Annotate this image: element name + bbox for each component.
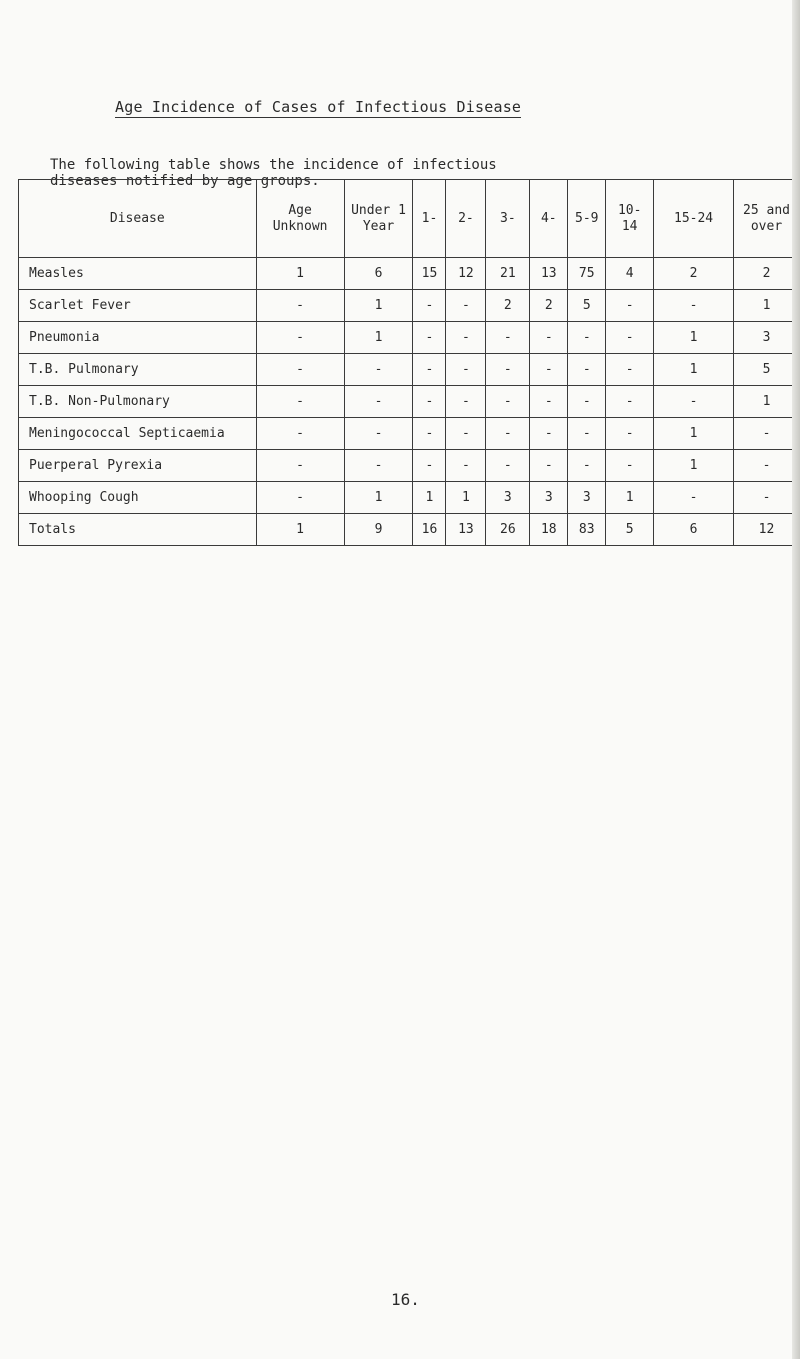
table-body <box>19 258 800 546</box>
count-cell: 4 <box>606 258 654 290</box>
count-cell: - <box>530 418 568 450</box>
count-cell: 3 <box>530 482 568 514</box>
page-number: 16. <box>391 1290 420 1309</box>
count-cell: 1 <box>734 290 800 322</box>
count-cell: - <box>446 322 486 354</box>
incidence-table-container <box>18 179 800 546</box>
count-cell: - <box>486 386 530 418</box>
header-age-group: 25 and over <box>734 180 800 258</box>
count-cell: 1 <box>344 290 413 322</box>
count-cell: - <box>530 386 568 418</box>
page-title: Age Incidence of Cases of Infectious Disease <box>115 98 522 116</box>
disease-name-cell: Whooping Cough <box>19 482 257 514</box>
count-cell: - <box>413 322 446 354</box>
count-cell: - <box>256 482 344 514</box>
count-cell: 1 <box>413 482 446 514</box>
header-disease: Disease <box>19 180 257 258</box>
count-cell: 3 <box>486 482 530 514</box>
count-cell: - <box>654 290 734 322</box>
table-row <box>19 482 800 514</box>
count-cell: - <box>486 322 530 354</box>
disease-name-cell: Scarlet Fever <box>19 290 257 322</box>
count-cell: 1 <box>446 482 486 514</box>
disease-name-cell: Measles <box>19 258 257 290</box>
count-cell: 2 <box>486 290 530 322</box>
count-cell: 1 <box>654 450 734 482</box>
count-cell: 15 <box>413 258 446 290</box>
count-cell: 5 <box>734 354 800 386</box>
count-cell: 12 <box>734 514 800 546</box>
count-cell: 1 <box>344 482 413 514</box>
count-cell: 1 <box>734 386 800 418</box>
disease-name-cell: Pneumonia <box>19 322 257 354</box>
count-cell: - <box>256 322 344 354</box>
count-cell: - <box>606 354 654 386</box>
table-row <box>19 354 800 386</box>
count-cell: - <box>486 450 530 482</box>
count-cell: - <box>734 418 800 450</box>
table-row <box>19 322 800 354</box>
count-cell: 2 <box>654 258 734 290</box>
count-cell: 2 <box>734 258 800 290</box>
count-cell: 83 <box>568 514 606 546</box>
count-cell: 6 <box>344 258 413 290</box>
count-cell: - <box>256 290 344 322</box>
table-header-row <box>19 180 800 258</box>
count-cell: 2 <box>530 290 568 322</box>
disease-name-cell: Puerperal Pyrexia <box>19 450 257 482</box>
count-cell: 5 <box>606 514 654 546</box>
count-cell: - <box>413 354 446 386</box>
count-cell: - <box>530 450 568 482</box>
count-cell: - <box>734 482 800 514</box>
page-edge-shadow <box>792 0 800 1359</box>
count-cell: - <box>568 354 606 386</box>
header-age-group: Age Unknown <box>256 180 344 258</box>
count-cell: - <box>446 386 486 418</box>
count-cell: 9 <box>344 514 413 546</box>
count-cell: 5 <box>568 290 606 322</box>
count-cell: - <box>654 482 734 514</box>
count-cell: 1 <box>654 322 734 354</box>
count-cell: - <box>256 354 344 386</box>
count-cell: 3 <box>734 322 800 354</box>
count-cell: - <box>606 418 654 450</box>
table-row <box>19 514 800 546</box>
count-cell: - <box>344 354 413 386</box>
count-cell: - <box>413 450 446 482</box>
count-cell: - <box>568 386 606 418</box>
disease-name-cell: Meningococcal Septicaemia <box>19 418 257 450</box>
table-row <box>19 258 800 290</box>
table-row <box>19 418 800 450</box>
count-cell: 1 <box>654 354 734 386</box>
count-cell: 26 <box>486 514 530 546</box>
intro-line-2: diseases notified by age groups. <box>50 173 320 189</box>
table-row <box>19 386 800 418</box>
count-cell: - <box>606 322 654 354</box>
count-cell: 75 <box>568 258 606 290</box>
count-cell: 1 <box>654 418 734 450</box>
table-row <box>19 450 800 482</box>
disease-name-cell: T.B. Non-Pulmonary <box>19 386 257 418</box>
header-age-group: 1- <box>413 180 446 258</box>
header-age-group: 5-9 <box>568 180 606 258</box>
count-cell: - <box>568 322 606 354</box>
intro-line-1: The following table shows the incidence of infectious <box>50 157 497 173</box>
header-age-group: Under 1 Year <box>344 180 413 258</box>
count-cell: - <box>446 354 486 386</box>
count-cell: - <box>256 418 344 450</box>
count-cell: - <box>413 418 446 450</box>
header-age-group: 3- <box>486 180 530 258</box>
header-age-group: 10-14 <box>606 180 654 258</box>
count-cell: 13 <box>530 258 568 290</box>
count-cell: - <box>446 450 486 482</box>
incidence-table <box>18 179 800 546</box>
disease-name-cell: Totals <box>19 514 257 546</box>
header-age-group: 2- <box>446 180 486 258</box>
count-cell: 16 <box>413 514 446 546</box>
count-cell: 1 <box>344 322 413 354</box>
count-cell: 3 <box>568 482 606 514</box>
count-cell: - <box>606 290 654 322</box>
count-cell: 1 <box>256 258 344 290</box>
count-cell: - <box>654 386 734 418</box>
count-cell: - <box>734 450 800 482</box>
count-cell: - <box>344 418 413 450</box>
count-cell: - <box>530 322 568 354</box>
count-cell: - <box>256 450 344 482</box>
count-cell: - <box>413 290 446 322</box>
count-cell: 1 <box>256 514 344 546</box>
count-cell: 21 <box>486 258 530 290</box>
table-row <box>19 290 800 322</box>
header-age-group: 15-24 <box>654 180 734 258</box>
count-cell: - <box>344 386 413 418</box>
count-cell: - <box>256 386 344 418</box>
count-cell: 12 <box>446 258 486 290</box>
count-cell: - <box>446 418 486 450</box>
count-cell: 18 <box>530 514 568 546</box>
count-cell: 6 <box>654 514 734 546</box>
count-cell: - <box>606 450 654 482</box>
count-cell: - <box>413 386 446 418</box>
count-cell: 13 <box>446 514 486 546</box>
count-cell: - <box>486 418 530 450</box>
disease-name-cell: T.B. Pulmonary <box>19 354 257 386</box>
count-cell: - <box>606 386 654 418</box>
count-cell: - <box>568 418 606 450</box>
header-age-group: 4- <box>530 180 568 258</box>
count-cell: - <box>568 450 606 482</box>
count-cell: 1 <box>606 482 654 514</box>
count-cell: - <box>530 354 568 386</box>
count-cell: - <box>344 450 413 482</box>
count-cell: - <box>486 354 530 386</box>
count-cell: - <box>446 290 486 322</box>
